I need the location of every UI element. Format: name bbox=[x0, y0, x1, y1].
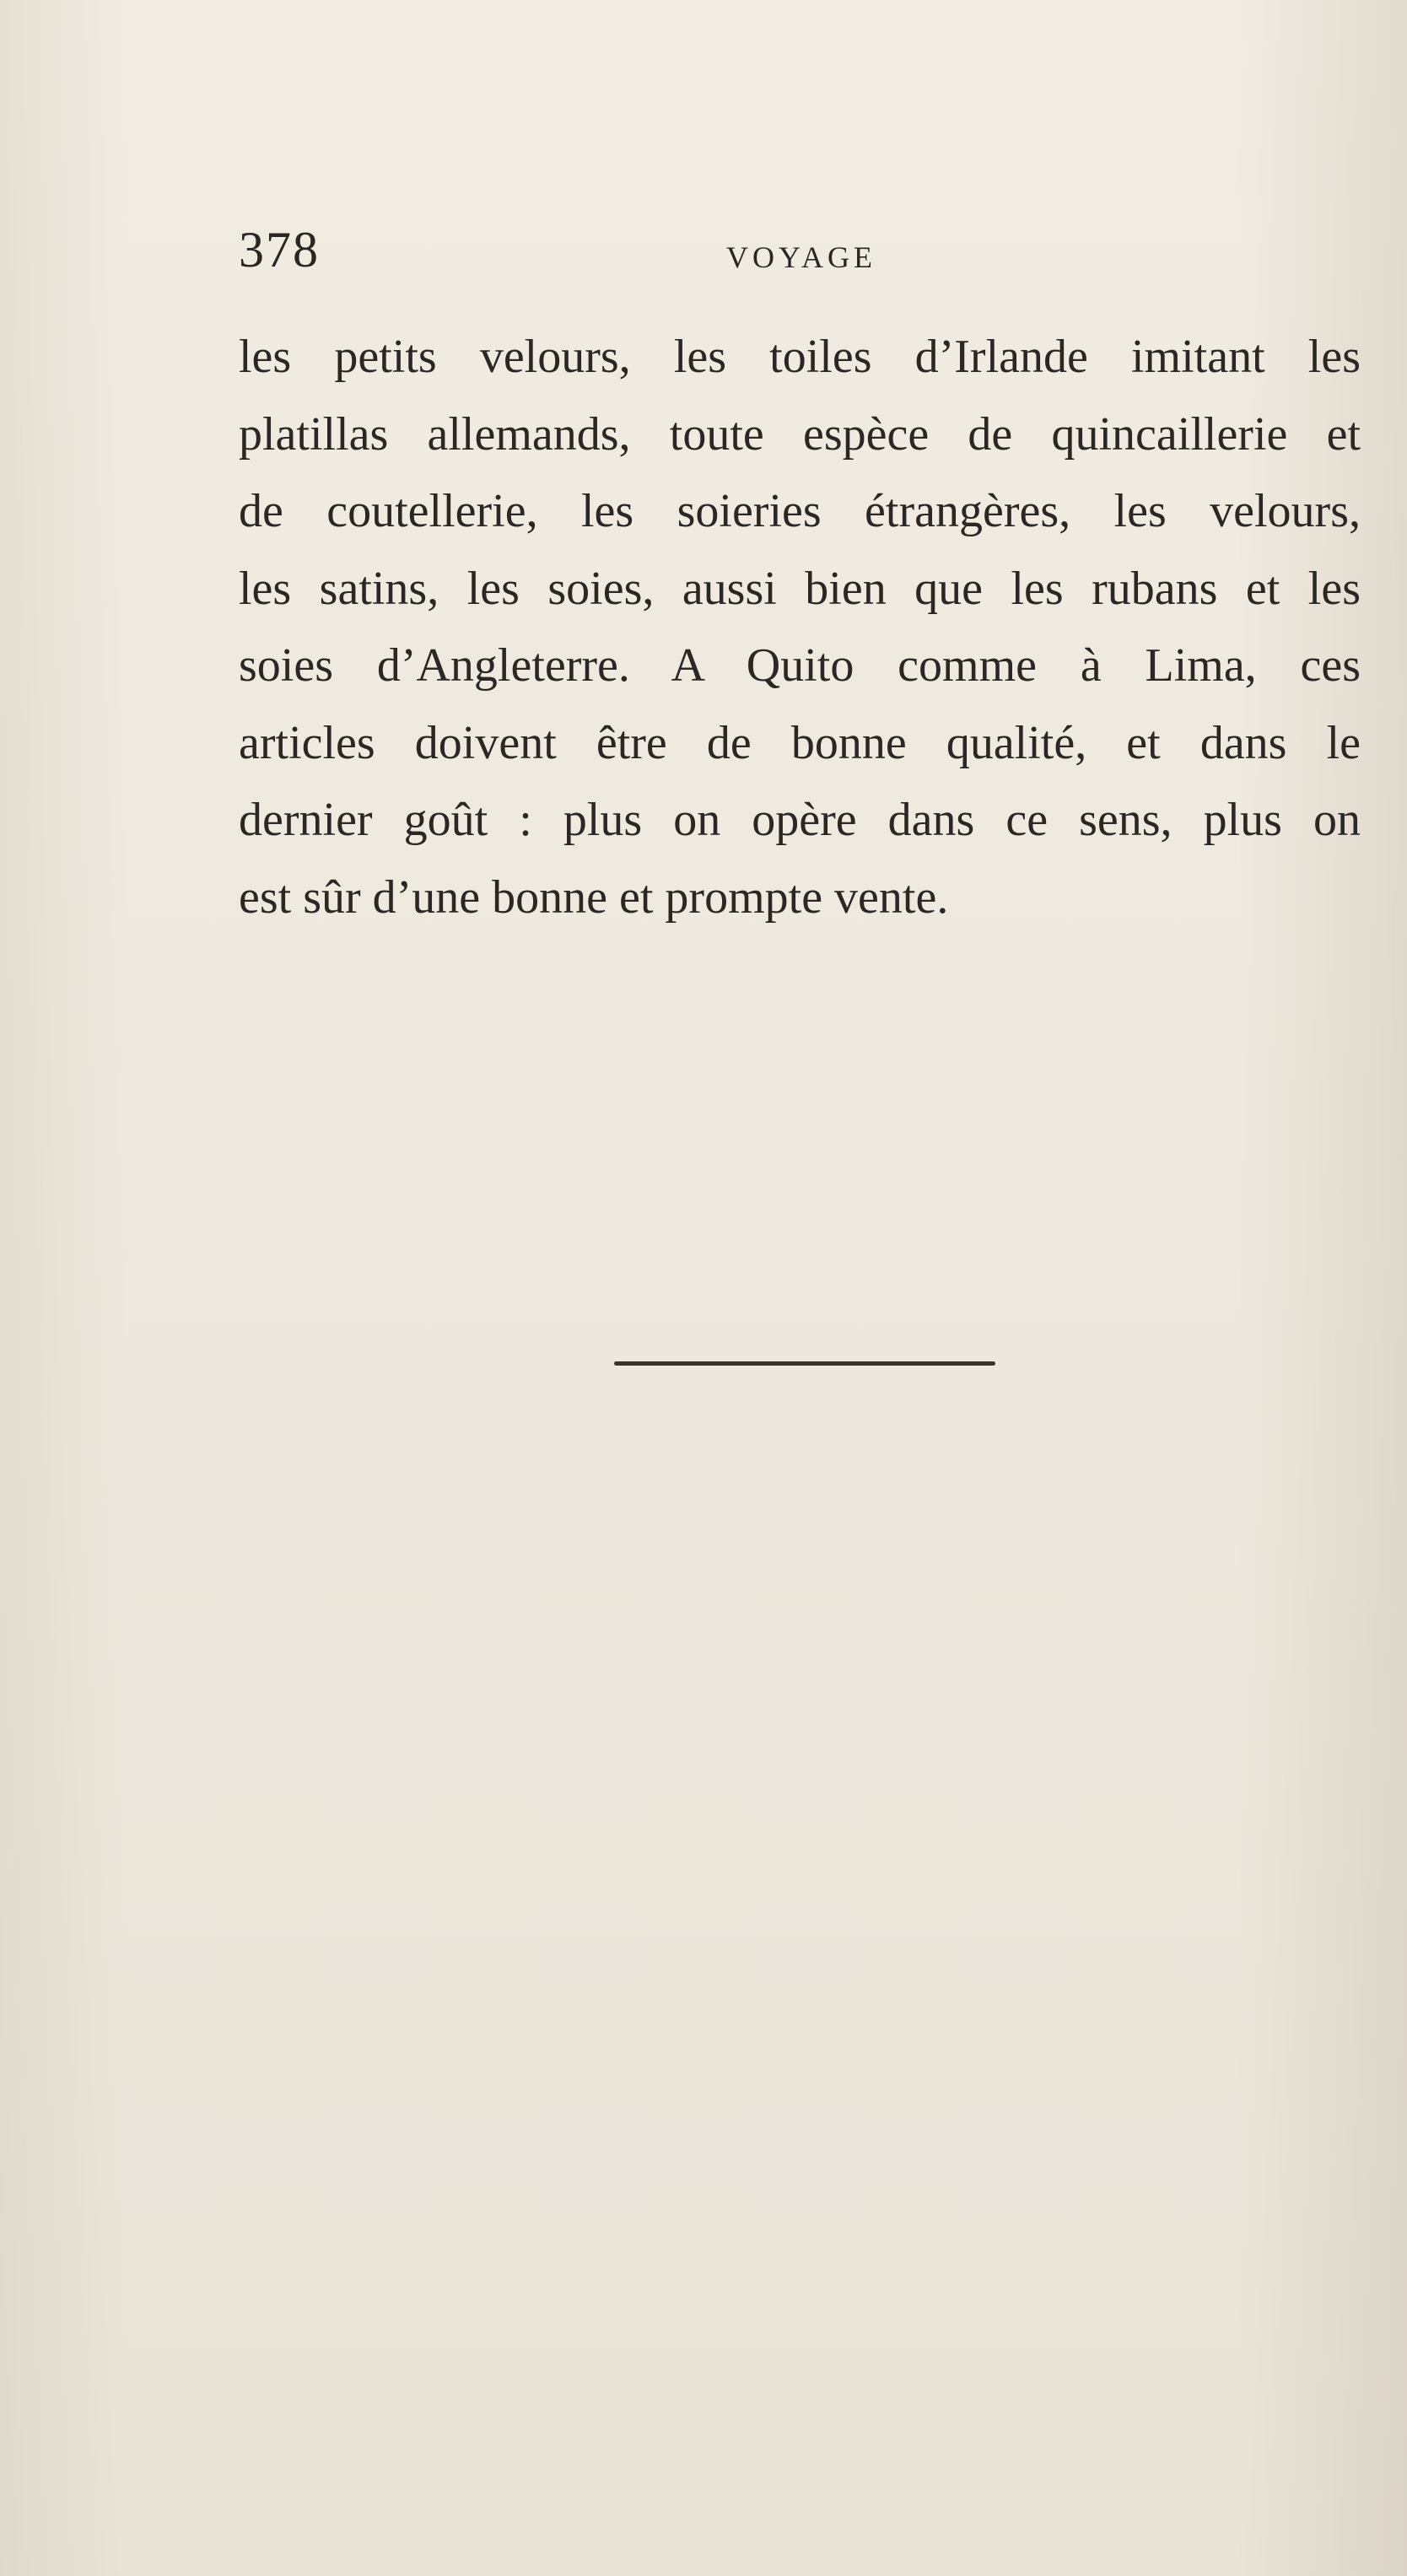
text-line: articles doivent être de bonne qualité, et dans le bbox=[239, 716, 1361, 769]
page-header bbox=[239, 221, 1361, 288]
page-number: 378 bbox=[239, 222, 320, 278]
text-line: les petits velours, les toiles d’Irlande imitant les bbox=[239, 331, 1361, 383]
text-line: platillas allemands, toute espèce de quincaillerie et bbox=[239, 407, 1361, 461]
section-divider-rule bbox=[614, 1361, 995, 1366]
text-line: les satins, les soies, aussi bien que les rubans et les bbox=[239, 562, 1361, 615]
running-head: VOYAGE bbox=[726, 240, 876, 274]
body-paragraph bbox=[239, 319, 1361, 936]
text-line: dernier goût : plus on opère dans ce sens, plus on bbox=[239, 794, 1361, 846]
text-line: de coutellerie, les soieries étrangères, les velours, bbox=[239, 485, 1361, 537]
text-line-last: est sûr d’une bonne et prompte vente. bbox=[239, 870, 949, 924]
text-line: soies d’Angleterre. A Quito comme à Lima, ces bbox=[239, 639, 1361, 692]
